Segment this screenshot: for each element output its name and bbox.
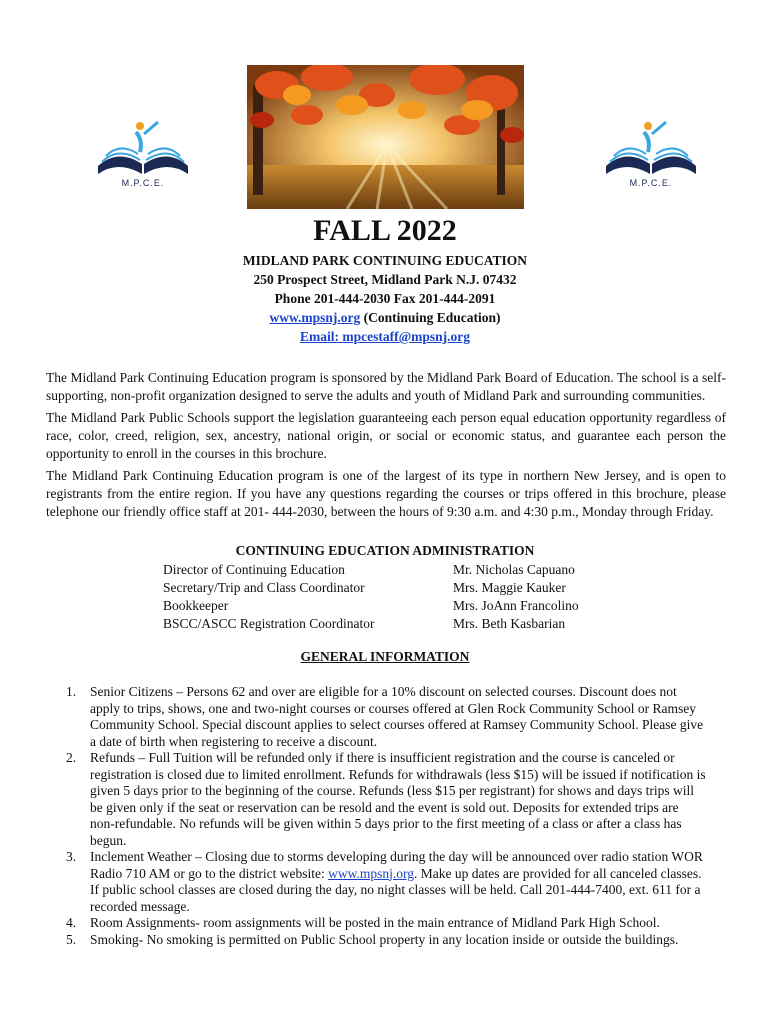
item-number: 5. (66, 931, 77, 947)
list-item (66, 750, 706, 849)
intro-paragraph-3: The Midland Park Continuing Education program is one of the largest of its type in northern New Jersey, and is open to registrants from the entire region. If you have any questions regarding the courses or trips offered in this brochure, please telephone our friendly office staff at 201- 444-2030, between the hours of 9:30 a.m. and 4:30 p.m., Monday through Friday. (46, 468, 726, 519)
admin-row (163, 561, 623, 579)
item-number: 1. (66, 684, 77, 699)
list-item (66, 684, 706, 750)
admin-row (163, 615, 623, 633)
logo-caption: M.P.C.E. (121, 178, 165, 188)
logo-caption: M.P.C.E. (629, 178, 673, 188)
admin-row (163, 597, 623, 615)
admin-name: Mrs. JoAnn Francolino (453, 598, 579, 613)
mpce-logo-right (596, 118, 706, 198)
district-website-link[interactable]: www.mpsnj.org (328, 865, 414, 881)
admin-name: Mr. Nicholas Capuano (453, 562, 575, 577)
address: 250 Prospect Street, Midland Park N.J. 07432 (253, 272, 517, 287)
admin-role: BSCC/ASCC Registration Coordinator (163, 616, 375, 631)
email-link[interactable]: Email: mpcestaff@mpsnj.org (299, 329, 471, 344)
website-link[interactable]: www.mpsnj.org (269, 310, 361, 325)
administration-heading: CONTINUING EDUCATION ADMINISTRATION (235, 543, 535, 558)
intro-paragraph-2: The Midland Park Public Schools support the legislation guaranteeing each person equal education opportunity regardless of race, color, creed, religion, sex, ancestry, national origin, or social or economic status, and guarantee each person the opportunity to enroll in the courses in this brochure. (46, 410, 726, 461)
item-text: Smoking- No smoking is permitted on Public School property in any location inside or outside the buildings. (90, 931, 679, 947)
item-text: Room Assignments- room assignments will be posted in the main entrance of Midland Park High School. (90, 915, 660, 930)
item-number: 3. (66, 849, 77, 864)
administration-table (163, 561, 623, 633)
list-item (66, 915, 706, 932)
contact-header (0, 251, 770, 346)
item-text: Senior Citizens – Persons 62 and over are eligible for a 10% discount on selected courses. Discount does not apply to trips, shows, one and two-night courses or courses offered at Glen Rock Community School or Ramsey Community School. Special discount applies to select courses offered at Ramsey Community School. Please give a date of birth when registering to receive a discount. (90, 684, 704, 749)
intro-text (46, 369, 726, 525)
admin-role: Bookkeeper (163, 598, 229, 613)
item-text: Refunds – Full Tuition will be refunded only if there is insufficient registration and the course is canceled or registration is closed due to limited enrollment. Refunds for withdrawals (less $15) will be issued if notification is given 5 days prior to the beginning of the course. Refunds (less $15 per registrant) for shows and days trips will be given only if the seat or reservation can be resold and the event is sold out. Deposits for extended trips are non-refundable. No refunds will be given within 5 days prior to the first meeting of a class or after a class has begun. (90, 750, 706, 848)
item-text-part: Inclement Weather – Closing due to storms developing during the day will be announced over radio station WOR Radio 710 AM or go to the district website: (90, 849, 703, 881)
general-info-heading: GENERAL INFORMATION (300, 649, 470, 664)
open-book-icon (596, 118, 706, 178)
intro-paragraph-1: The Midland Park Continuing Education program is sponsored by the Midland Park Board of Education. The school is a self-supporting, non-profit organization designed to serve the adults and youth of Midland Park and surrounding communities. (46, 370, 726, 403)
page-title: FALL 2022 (313, 214, 457, 247)
admin-row (163, 579, 623, 597)
admin-name: Mrs. Maggie Kauker (453, 580, 566, 595)
autumn-leaves-image (247, 65, 524, 209)
item-number: 2. (66, 750, 77, 765)
admin-role: Secretary/Trip and Class Coordinator (163, 580, 365, 595)
website-line (0, 308, 770, 327)
item-number: 4. (66, 915, 77, 930)
item-text (90, 849, 706, 915)
item-text-part: . Make up dates are provided for all canceled classes. If public school classes are closed during the day, no night classes will be held. Call 201-444-7400, ext. 611 for a recorded message. (90, 865, 702, 914)
list-item (66, 849, 706, 915)
admin-name: Mrs. Beth Kasbarian (453, 616, 566, 631)
general-info-list (66, 684, 706, 948)
website-suffix: (Continuing Education) (360, 310, 501, 325)
admin-role: Director of Continuing Education (163, 562, 345, 577)
org-name: MIDLAND PARK CONTINUING EDUCATION (242, 253, 528, 268)
open-book-icon (88, 118, 198, 178)
phone-fax: Phone 201-444-2030 Fax 201-444-2091 (274, 291, 496, 306)
mpce-logo-left (88, 118, 198, 198)
list-item (66, 932, 706, 949)
